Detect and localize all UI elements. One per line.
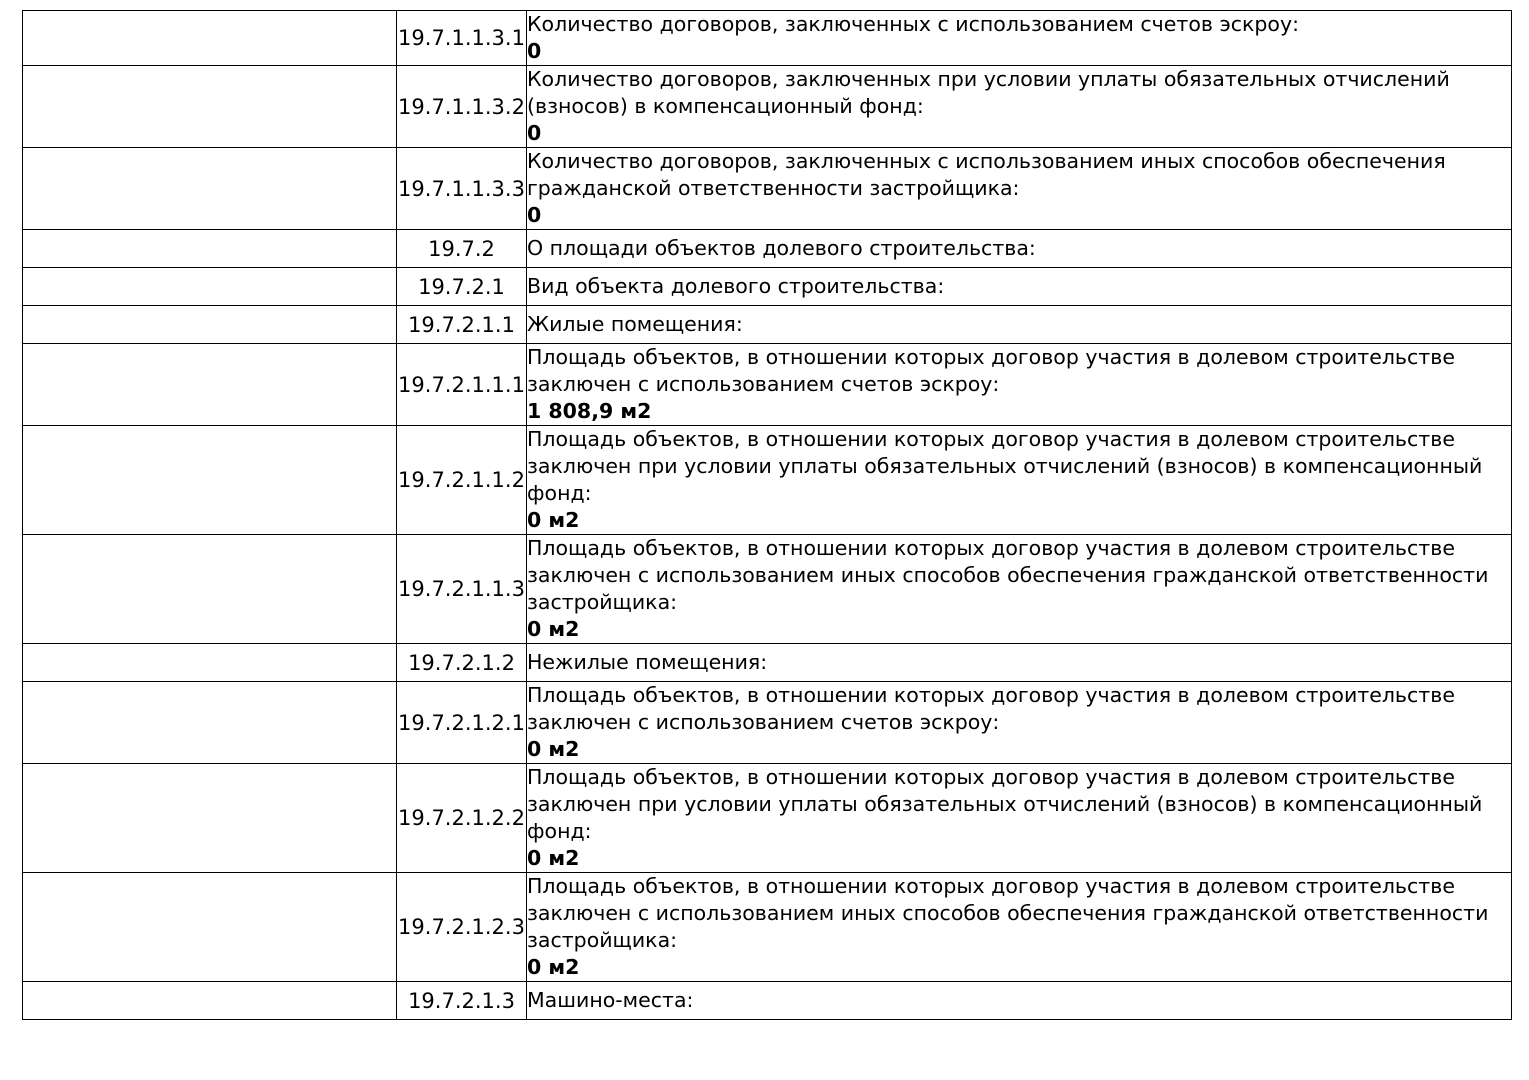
row-value: 0 м2: [527, 617, 580, 641]
row-code-cell: 19.7.2: [397, 230, 527, 268]
row-text-cell: [527, 426, 1512, 535]
row-spacer-cell: [23, 426, 397, 535]
spacer: [23, 809, 396, 828]
row-text-cell: [527, 682, 1512, 764]
row-code-cell: 19.7.2.1.1.3: [397, 535, 527, 644]
spacer: [23, 375, 396, 394]
row-label: Площадь объектов, в отношении которых договор участия в долевом строительстве заключен с использованием счетов эскроу:: [527, 345, 1455, 396]
table-row: [23, 230, 1512, 268]
table-row: [23, 306, 1512, 344]
row-text-cell: [527, 982, 1512, 1020]
table-row: [23, 682, 1512, 764]
row-spacer-cell: [23, 873, 397, 982]
row-spacer-cell: [23, 682, 397, 764]
row-code-cell: 19.7.2.1.2.1: [397, 682, 527, 764]
spacer: [23, 97, 396, 116]
row-label: Количество договоров, заключенных с использованием иных способов обеспечения гражданской ответственности застройщика:: [527, 149, 1446, 200]
row-spacer-cell: [23, 982, 397, 1020]
row-label: Площадь объектов, в отношении которых договор участия в долевом строительстве заключен с использованием счетов эскроу:: [527, 683, 1455, 734]
row-value: 0 м2: [527, 508, 580, 532]
table-row: [23, 426, 1512, 535]
row-label: Нежилые помещения:: [527, 650, 768, 674]
row-value: 1 808,9 м2: [527, 399, 652, 423]
row-text-cell: [527, 148, 1512, 230]
row-text-cell: [527, 644, 1512, 682]
row-spacer-cell: [23, 66, 397, 148]
row-spacer-cell: [23, 230, 397, 268]
row-code-cell: 19.7.2.1.1.2: [397, 426, 527, 535]
table-row: [23, 66, 1512, 148]
table-row: [23, 764, 1512, 873]
table-row: [23, 268, 1512, 306]
spacer: [23, 239, 396, 258]
row-label: Количество договоров, заключенных с использованием счетов эскроу:: [527, 12, 1299, 36]
row-spacer-cell: [23, 11, 397, 66]
table-body: [23, 11, 1512, 1020]
row-label: Площадь объектов, в отношении которых договор участия в долевом строительстве заключен при условии уплаты обязательных отчислений (взносов) в компенсационный фонд:: [527, 427, 1483, 505]
row-text-cell: [527, 66, 1512, 148]
row-code-cell: 19.7.1.1.3.1: [397, 11, 527, 66]
table-row: [23, 873, 1512, 982]
spacer: [23, 315, 396, 334]
row-label: Площадь объектов, в отношении которых договор участия в долевом строительстве заключен с использованием иных способов обеспечения гражданской ответственности застройщика:: [527, 874, 1489, 952]
row-code-cell: 19.7.2.1: [397, 268, 527, 306]
row-text-cell: [527, 268, 1512, 306]
table-row: [23, 148, 1512, 230]
table-row: [23, 644, 1512, 682]
row-text-cell: [527, 230, 1512, 268]
row-code-cell: 19.7.2.1.1.1: [397, 344, 527, 426]
spacer: [23, 29, 396, 48]
row-text-cell: [527, 11, 1512, 66]
table-row: [23, 535, 1512, 644]
row-label: О площади объектов долевого строительства:: [527, 236, 1036, 260]
spacer: [23, 277, 396, 296]
row-text-cell: [527, 873, 1512, 982]
row-value: 0 м2: [527, 737, 580, 761]
row-value: 0 м2: [527, 846, 580, 870]
spacer: [23, 179, 396, 198]
row-spacer-cell: [23, 644, 397, 682]
row-spacer-cell: [23, 344, 397, 426]
spacer: [23, 471, 396, 490]
row-label: Площадь объектов, в отношении которых договор участия в долевом строительстве заключен с использованием иных способов обеспечения гражданской ответственности застройщика:: [527, 536, 1489, 614]
row-text-cell: [527, 344, 1512, 426]
spacer: [23, 918, 396, 937]
row-label: Количество договоров, заключенных при условии уплаты обязательных отчислений (взносов) в компенсационный фонд:: [527, 67, 1450, 118]
spacer: [23, 580, 396, 599]
row-code-cell: 19.7.2.1.2: [397, 644, 527, 682]
declaration-table: [22, 10, 1512, 1020]
spacer: [23, 653, 396, 672]
row-label: Жилые помещения:: [527, 312, 743, 336]
row-text-cell: [527, 764, 1512, 873]
spacer: [23, 713, 396, 732]
table-row: [23, 982, 1512, 1020]
row-text-cell: [527, 535, 1512, 644]
row-code-cell: 19.7.2.1.2.2: [397, 764, 527, 873]
row-spacer-cell: [23, 268, 397, 306]
spacer: [23, 991, 396, 1010]
row-label: Машино-места:: [527, 988, 694, 1012]
row-value: 0: [527, 121, 542, 145]
row-code-cell: 19.7.1.1.3.3: [397, 148, 527, 230]
row-code-cell: 19.7.1.1.3.2: [397, 66, 527, 148]
row-code-cell: 19.7.2.1.1: [397, 306, 527, 344]
row-value: 0: [527, 39, 542, 63]
table-row: [23, 344, 1512, 426]
row-spacer-cell: [23, 306, 397, 344]
row-code-cell: 19.7.2.1.2.3: [397, 873, 527, 982]
row-value: 0: [527, 203, 542, 227]
row-spacer-cell: [23, 148, 397, 230]
row-label: Площадь объектов, в отношении которых договор участия в долевом строительстве заключен при условии уплаты обязательных отчислений (взносов) в компенсационный фонд:: [527, 765, 1483, 843]
row-code-cell: 19.7.2.1.3: [397, 982, 527, 1020]
table-row: [23, 11, 1512, 66]
row-spacer-cell: [23, 535, 397, 644]
row-label: Вид объекта долевого строительства:: [527, 274, 945, 298]
row-spacer-cell: [23, 764, 397, 873]
row-text-cell: [527, 306, 1512, 344]
row-value: 0 м2: [527, 955, 580, 979]
